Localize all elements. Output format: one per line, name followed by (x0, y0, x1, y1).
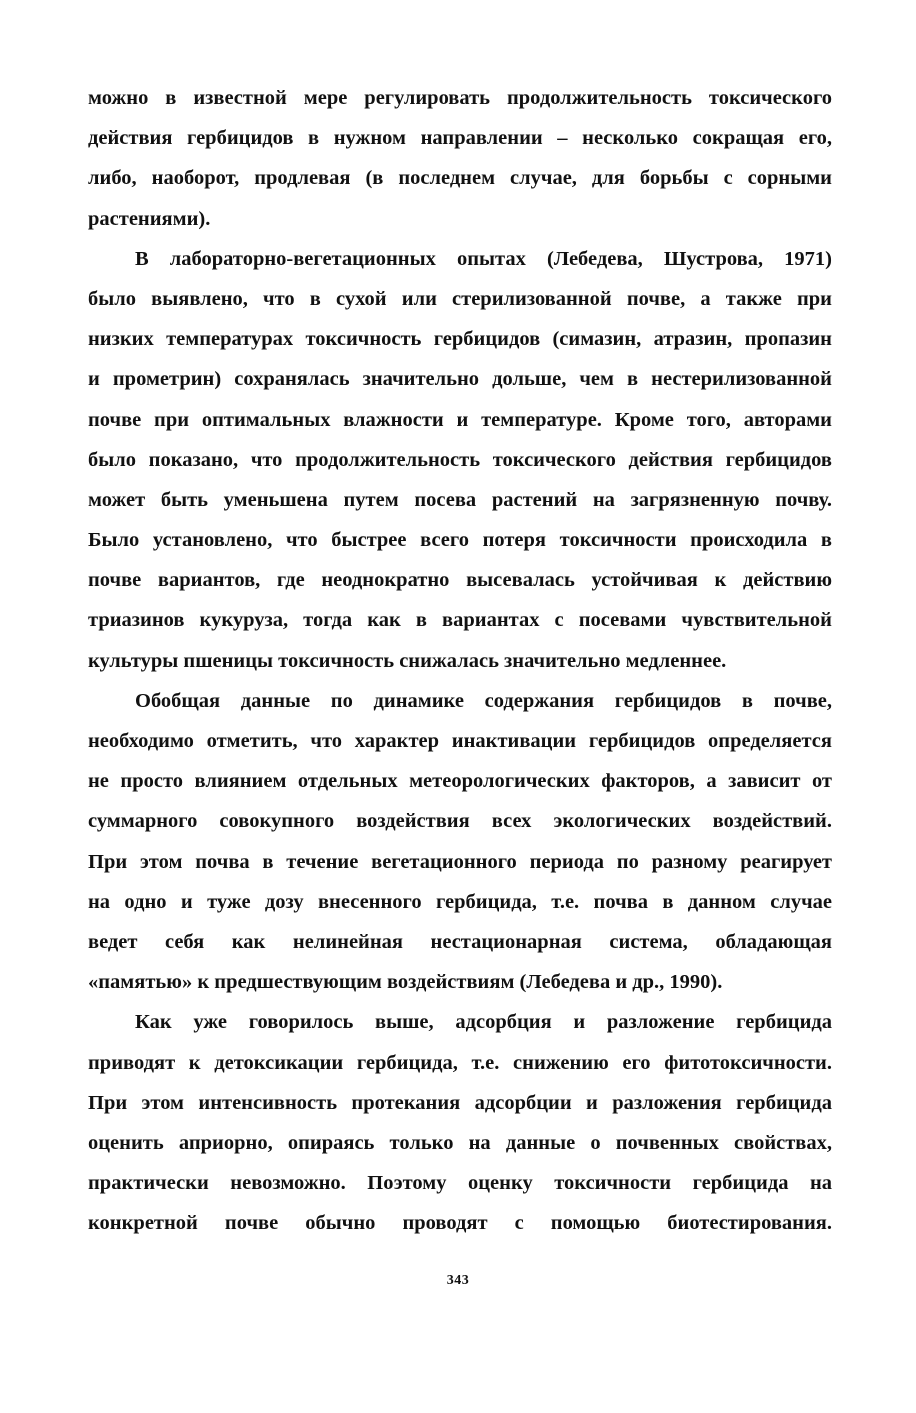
text-line: приводят к детоксикации гербицида, т.е. снижению его фитотоксичности. (88, 1051, 832, 1074)
text-line: культуры пшеницы токсичность снижалась значительно медленнее. (88, 649, 727, 672)
text-line: действия гербицидов в нужном направлении – несколько сокращая его, (88, 127, 832, 150)
text-line: триазинов кукуруза, тогда как в вариантах с посевами чувствительной (88, 609, 832, 632)
text-line: почве вариантов, где неоднократно высевалась устойчивая к действию (88, 569, 832, 592)
text-line: на одно и туже дозу внесенного гербицида, т.е. почва в данном случае (88, 890, 832, 913)
text-line: не просто влиянием отдельных метеорологических факторов, а зависит от (88, 770, 832, 793)
text-line: и прометрин) сохранялась значительно дольше, чем в нестерилизованной (88, 368, 832, 391)
text-line: было показано, что продолжительность токсического действия гербицидов (88, 448, 832, 471)
text-line: При этом интенсивность протекания адсорбции и разложения гербицида (88, 1091, 832, 1114)
text-line: растениями). (88, 207, 211, 230)
text-line: При этом почва в течение вегетационного периода по разному реагирует (88, 850, 832, 873)
page-number: 343 (446, 1273, 470, 1288)
text-line: необходимо отметить, что характер инактивации гербицидов определяется (88, 730, 832, 752)
body-text (88, 78, 832, 1243)
text-line: суммарного совокупного воздействия всех экологических воздействий. (88, 810, 832, 833)
text-line: Как уже говорилось выше, адсорбция и разложение гербицида (135, 1011, 832, 1034)
paragraph-4 (88, 1002, 832, 1243)
text-line: Обобщая данные по динамике содержания гербицидов в почве, (135, 689, 832, 712)
text-line: Было установлено, что быстрее всего потеря токсичности происходила в (88, 529, 832, 552)
text-line: оценить априорно, опираясь только на данные о почвенных свойствах, (88, 1131, 832, 1154)
text-line: почве при оптимальных влажности и температуре. Кроме того, авторами (88, 408, 832, 431)
paragraph-2 (88, 239, 832, 681)
text-line: либо, наоборот, продлевая (в последнем случае, для борьбы с сорными (88, 167, 832, 190)
text-line: В лабораторно-вегетационных опытах (Лебедева, Шустрова, 1971) (135, 247, 832, 270)
paragraph-1 (88, 78, 832, 239)
text-line: может быть уменьшена путем посева растений на загрязненную почву. (88, 488, 832, 511)
text-line: можно в известной мере регулировать продолжительность токсического (88, 87, 832, 109)
text-line: ведет себя как нелинейная нестационарная система, обладающая (88, 930, 832, 953)
text-line: низких температурах токсичность гербицидов (симазин, атразин, пропазин (88, 328, 832, 351)
text-line: было выявлено, что в сухой или стерилизованной почве, а также при (88, 287, 832, 310)
text-line: практически невозможно. Поэтому оценку токсичности гербицида на (88, 1172, 832, 1195)
paragraph-3 (88, 681, 832, 1003)
text-line: «памятью» к предшествующим воздействиям (Лебедева и др., 1990). (88, 971, 723, 994)
text-line: конкретной почве обычно проводят с помощью биотестирования. (88, 1212, 832, 1235)
